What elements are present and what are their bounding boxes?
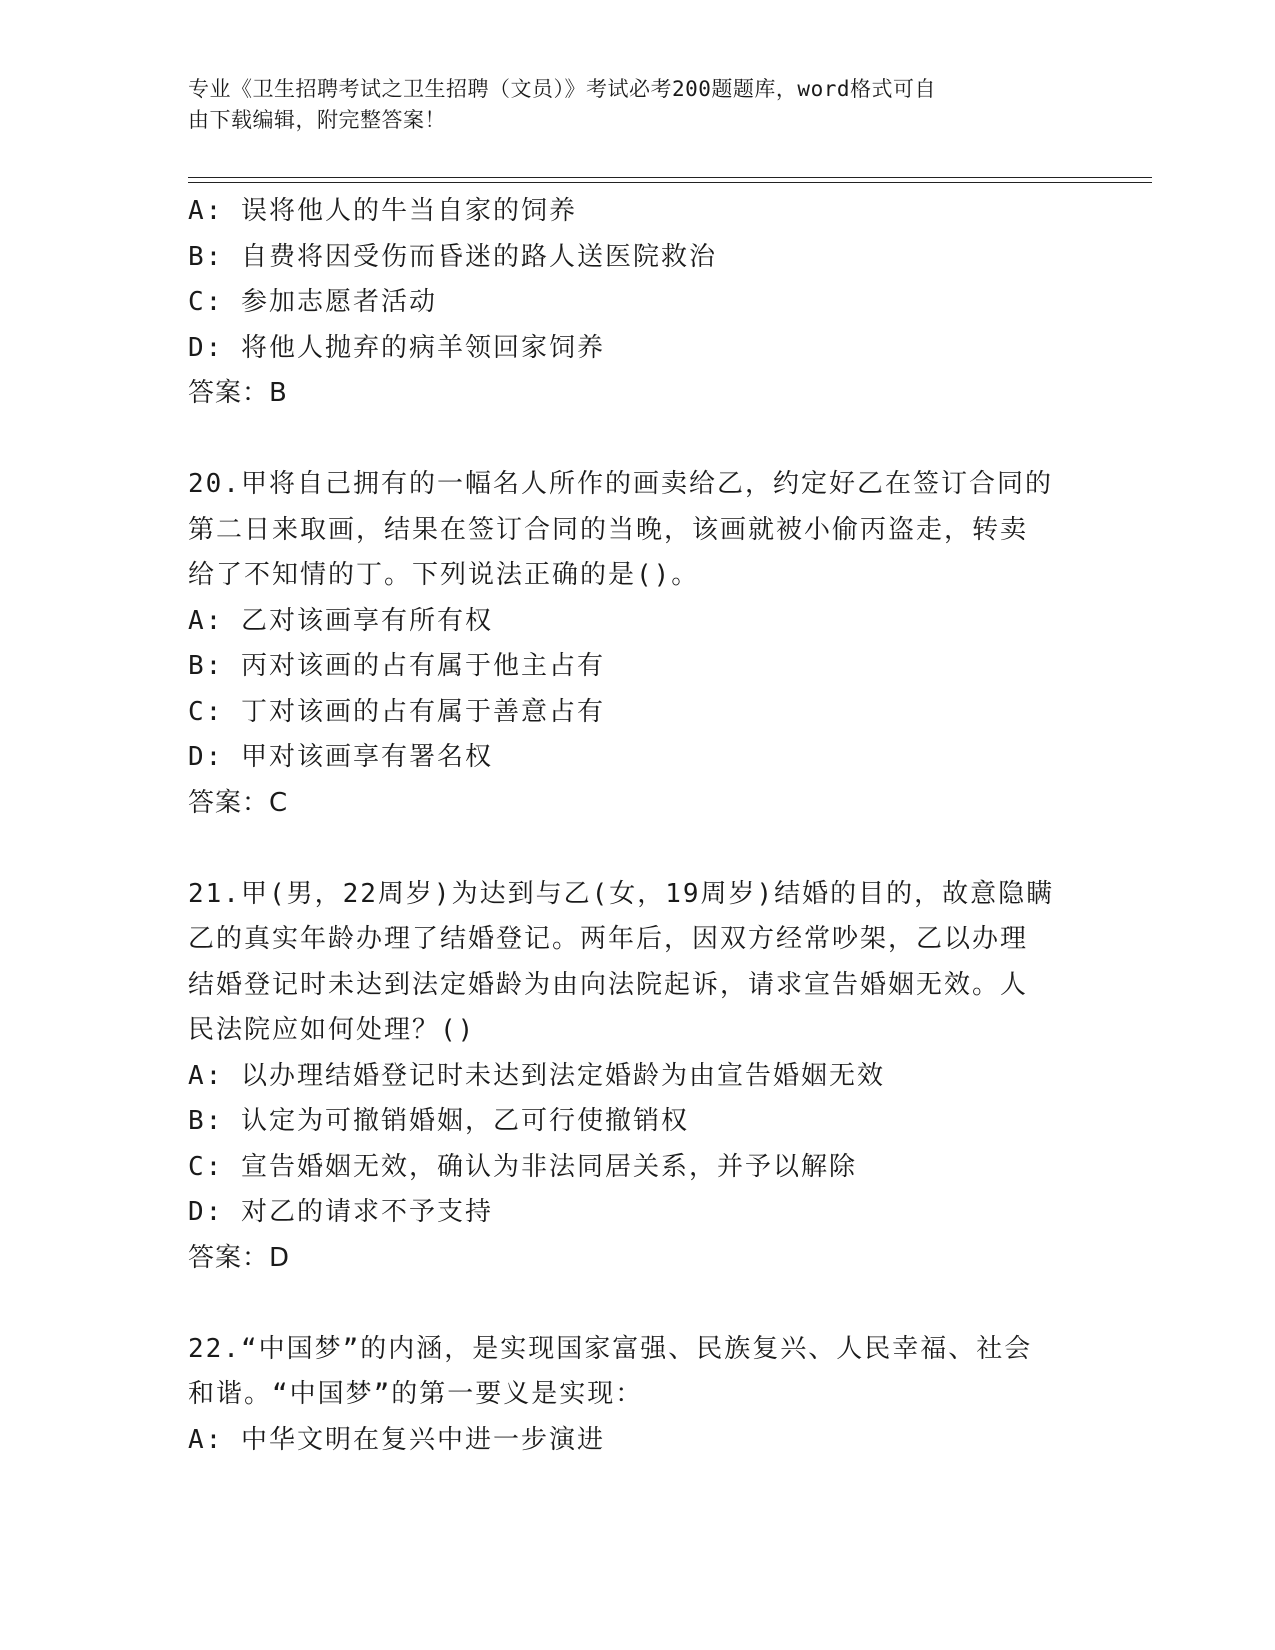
question-stem-line: 22.“中国梦”的内涵，是实现国家富强、民族复兴、人民幸福、社会 xyxy=(188,1333,1033,1364)
answer-line: 答案：C xyxy=(188,787,289,818)
option-a: A: 误将他人的牛当自家的饲养 xyxy=(188,196,577,226)
spacer xyxy=(188,826,1088,872)
option-b: B: 丙对该画的占有属于他主占有 xyxy=(188,651,605,681)
question-21 xyxy=(188,872,1088,1282)
question-stem-line: 给了不知情的丁。下列说法正确的是()。 xyxy=(188,560,700,590)
header-divider-bottom xyxy=(188,182,1152,183)
question-19 xyxy=(188,189,1088,417)
header-line-2: 由下载编辑，附完整答案！ xyxy=(188,108,446,132)
question-22 xyxy=(188,1327,1088,1464)
question-20 xyxy=(188,462,1088,826)
question-stem-line: 21.甲(男，22周岁)为达到与乙(女，19周岁)结婚的目的，故意隐瞒 xyxy=(188,878,1055,909)
question-list xyxy=(188,189,1088,1463)
option-a: A: 中华文明在复兴中进一步演进 xyxy=(188,1424,605,1455)
question-stem-line: 民法院应如何处理？() xyxy=(188,1015,476,1045)
option-c: C: 宣告婚姻无效，确认为非法同居关系，并予以解除 xyxy=(188,1151,857,1182)
option-a: A: 以办理结婚登记时未达到法定婚龄为由宣告婚姻无效 xyxy=(188,1060,885,1091)
question-stem-line: 和谐。“中国梦”的第一要义是实现： xyxy=(188,1379,644,1409)
answer-line: 答案：B xyxy=(188,378,288,408)
spacer xyxy=(188,1281,1088,1327)
question-stem-line: 第二日来取画，结果在签订合同的当晚，该画就被小偷丙盗走，转卖 xyxy=(188,514,1029,545)
spacer xyxy=(188,417,1088,463)
option-c: C: 丁对该画的占有属于善意占有 xyxy=(188,696,605,727)
option-d: D: 将他人抛弃的病羊领回家饲养 xyxy=(188,332,605,363)
header-line-1: 专业《卫生招聘考试之卫生招聘（文员）》考试必考200题题库，word格式可自 xyxy=(188,77,936,101)
header-divider-top xyxy=(188,177,1152,178)
question-stem-line: 20.甲将自己拥有的一幅名人所作的画卖给乙，约定好乙在签订合同的 xyxy=(188,469,1053,499)
option-b: B: 自费将因受伤而昏迷的路人送医院救治 xyxy=(188,241,717,272)
option-d: D: 对乙的请求不予支持 xyxy=(188,1197,493,1227)
option-d: D: 甲对该画享有署名权 xyxy=(188,742,493,772)
question-stem-line: 结婚登记时未达到法定婚龄为由向法院起诉，请求宣告婚姻无效。人 xyxy=(188,969,1029,1000)
document-header xyxy=(188,74,1088,136)
answer-line: 答案：D xyxy=(188,1242,291,1273)
option-a: A: 乙对该画享有所有权 xyxy=(188,605,493,636)
question-stem-line: 乙的真实年龄办理了结婚登记。两年后，因双方经常吵架，乙以办理 xyxy=(188,924,1029,954)
option-b: B: 认定为可撤销婚姻，乙可行使撤销权 xyxy=(188,1106,689,1136)
option-c: C: 参加志愿者活动 xyxy=(188,287,437,317)
